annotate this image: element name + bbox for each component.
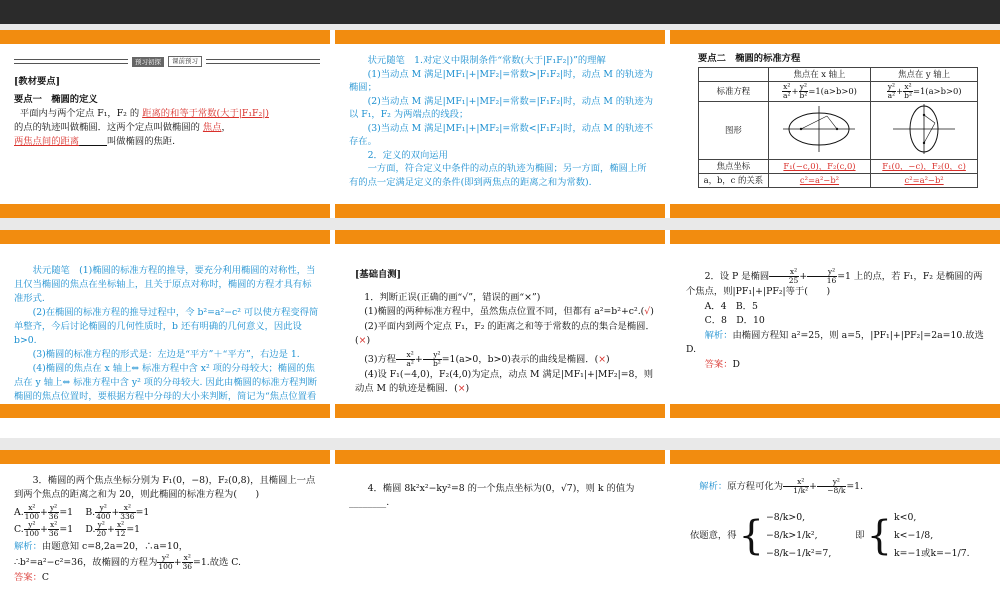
tip-text: (3)当动点 M 满足|MF₁|+|MF₂|=常数<|F₁F₂|时，动点 M 的轨迹不存在。	[349, 122, 653, 147]
table-header: 焦点在 x 轴上	[768, 68, 870, 82]
banner-tag: 预习初探	[132, 57, 164, 67]
text: =1.故选 C.	[193, 557, 241, 568]
cross-mark: ×	[457, 383, 466, 394]
slide-1[interactable]	[0, 30, 330, 218]
tip-text: (2)当动点 M 满足|MF₁|+|MF₂|=常数=|F₁F₂|时，动点 M 的轨迹为以 F₁，F₂ 为两端点的线段；	[349, 95, 653, 120]
item-2	[355, 320, 655, 349]
table-header: 焦点在 y 轴上	[871, 68, 978, 82]
options: A．4 B．5	[704, 300, 758, 312]
focus-coords-y: F₁(0，−c)，F₂(0，c)	[871, 160, 978, 174]
tip-text: 状元随笔 (1)椭圆的标准方程的推导，要充分利用椭圆的对称性，当且仅当椭圆的焦点在坐标轴上，且关于原点对称时，椭圆的方程才具有标准形式.	[14, 265, 316, 304]
condition: −8/k>0,	[765, 512, 806, 523]
point-title: 要点二 椭圆的标准方程	[698, 53, 801, 64]
answer-label: 答案：	[704, 358, 733, 370]
question-text: 1．判断正误(正确的画“√”，错误的画“×”)	[364, 291, 541, 303]
text: )	[606, 353, 610, 365]
text: 叫做椭圆的焦距.	[107, 136, 176, 147]
text: =1(a>0，b>0)表示的曲线是椭圆．(	[441, 353, 599, 365]
slide-2[interactable]	[335, 30, 665, 218]
tip-text: (4)椭圆的焦点在 x 轴上⇔ 标准方程中含 x² 项的分母较大；椭圆的焦点在 y 轴上⇔ 标准方程中含 y² 项的分母较大. 因此由椭圆的标准方程判断椭圆的焦点位置时，要根据方程中分母的大小来判断，简记为“焦点位置看	[14, 363, 318, 402]
answer-blank: 焦点	[202, 122, 222, 133]
ellipse-horizontal-icon	[779, 104, 859, 154]
slide-4[interactable]	[0, 230, 330, 418]
text: 依题意，得	[690, 530, 737, 541]
relation-y: c²=a²−b²	[871, 174, 978, 188]
option-label: B.	[85, 507, 96, 518]
equation-tail: =1(a>b>0)	[912, 86, 962, 96]
condition: −8/k>1/k²,	[765, 530, 818, 541]
slide-band-bottom	[335, 404, 665, 418]
check-mark: √	[644, 306, 651, 317]
table-row-label: 图形	[699, 102, 769, 160]
question-text: 3．椭圆的两个焦点坐标分别为 F₁(0，−8)，F₂(0,8)，且椭圆上一点到两个焦点的距离之和为 20，则此椭圆的标准方程为( )	[14, 475, 316, 500]
text: 平面内与两个定点 F₁，F₂ 的	[19, 108, 140, 119]
system-of-inequalities: 依题意，得 { −8/k>0, −8/k>1/k², −8/k−1/k²=7, 即 { k<0, k<−1/8, k=−1或k=−1/7.	[690, 509, 990, 563]
relation-x: c²=a²−b²	[768, 174, 870, 188]
slide-5[interactable]	[335, 230, 665, 418]
text: D	[732, 358, 740, 370]
text: (4)设 F₁(−4,0)，F₂(4,0)为定点，动点 M 满足|MF₁|+|MF₂|=8，则动点 M 的轨迹是椭圆．(	[355, 368, 654, 394]
table-row-label: a，b，c 的关系	[699, 174, 769, 188]
left-system	[766, 509, 831, 563]
condition: k<0,	[894, 512, 917, 523]
text: 由题意知 c=8,2a=20，∴a=10，	[41, 541, 189, 552]
ellipse-x-graph	[768, 102, 870, 160]
solution-label: 解析：	[14, 541, 42, 552]
text: (3)方程	[364, 353, 397, 365]
section-heading: [教材要点]	[14, 76, 60, 87]
gap	[0, 218, 1000, 230]
standard-equation-table	[698, 67, 978, 188]
equation-x: $\frac{\text{x²}}{\text{a²}}$ + $\frac{\text{y²}}{\text{b²}}$ =1(a>b>0)	[768, 82, 870, 102]
slide-band-bottom	[335, 204, 665, 218]
item-4	[355, 368, 655, 397]
table-row-label: 标准方程	[699, 82, 769, 102]
right-system	[894, 509, 970, 563]
slide-band-top	[670, 30, 1000, 44]
item-3: (3)方程 $\frac{\text{x²}}{\text{a²}}$ + $\frac{\text{y²}}{\text{b²}}$ =1(a>0，b>0)表示的曲线是椭圆．(×)	[364, 349, 610, 368]
slide-band-top	[0, 230, 330, 244]
text: (1)椭圆的两种标准方程中，虽然焦点位置不同，但都有 a²=b²+c².(	[364, 306, 645, 317]
table-row-label: 焦点坐标	[699, 160, 769, 174]
tip-text: 状元随笔 1.对定义中限制条件“常数(大于|F₁F₂|)”的理解	[367, 55, 606, 66]
slide-band-bottom	[0, 404, 330, 418]
tip-text: 一方面，符合定义中条件的动点的轨迹为椭圆；另一方面，椭圆上所有的点一定满足定义的条件(即到两焦点的距离之和为常数).	[349, 163, 647, 188]
slide-7[interactable]	[0, 450, 330, 600]
text: =1 上的点，若 F₁，F₂ 是椭圆的两个焦点，则|PF₁|+|PF₂|等于( )	[686, 271, 983, 297]
ellipse-y-graph	[871, 102, 978, 160]
answer-blank: 两焦点间的距离	[14, 136, 80, 147]
text: )	[366, 335, 371, 346]
slide-band-top	[670, 450, 1000, 464]
text: 即	[855, 530, 865, 541]
answer	[686, 358, 990, 373]
slide-band-top	[335, 230, 665, 244]
slide-8[interactable]	[335, 450, 665, 600]
option-label: A.	[14, 507, 24, 518]
options-ab: A. $\frac{\text{x²}}{100}$ + $\frac{\text{y²}}{36}$ =1 B. $\frac{\text{y²}}{400}$ + $\frac{\text{x²}}{336}$ =1	[14, 503, 150, 521]
options: C．8 D．10	[704, 315, 765, 326]
condition: k<−1/8,	[894, 530, 934, 541]
tip-text: (1)当动点 M 满足|MF₁|+|MF₂|=常数>|F₁F₂|时，动点 M 的轨迹为椭圆；	[349, 68, 653, 93]
definition-text: 平面内与两个定点 F₁，F₂ 的 距离的和等于常数(大于|F₁F₂|) 的点的轨迹叫做椭圆．这两个定点叫做椭圆的 焦点， 两焦点间的距离 叫做椭圆的焦距.	[14, 108, 269, 147]
text: =1.	[846, 481, 864, 492]
answer-label: 答案：	[14, 572, 42, 583]
text: C	[41, 572, 50, 583]
equation-tail: =1(a>b>0)	[808, 86, 857, 96]
text: 的点的轨迹叫做椭圆．这两个定点叫做椭圆的	[14, 122, 200, 133]
top-toolbar	[0, 0, 1000, 24]
slide-band-bottom	[670, 204, 1000, 218]
focus-coords-x: F₁(−c,0)，F₂(c,0)	[768, 160, 870, 174]
slide-3[interactable]	[670, 30, 1000, 218]
slide-band-top	[670, 230, 1000, 244]
slide-band-top	[0, 30, 330, 44]
condition: k=−1或k=−1/7.	[894, 548, 970, 559]
answer	[14, 571, 320, 585]
answer-blank: 距离的和等于常数(大于|F₁F₂|)	[142, 108, 269, 119]
slide-band-bottom	[0, 204, 330, 218]
slide-band-top	[335, 30, 665, 44]
cross-mark: ×	[598, 353, 607, 365]
solution: 解析：原方程可化为 $\frac{\text{x²}}{\text{1/k²}}$ + $\frac{\text{y²}}{-8/k}$ =1.	[699, 477, 864, 495]
cross-mark: ×	[358, 335, 367, 346]
solution-label: 解析：	[704, 329, 733, 341]
slide-6[interactable]	[670, 230, 1000, 418]
gap	[0, 438, 1000, 450]
ellipse-vertical-icon	[889, 103, 959, 155]
slide-band-top	[335, 450, 665, 464]
slide-9[interactable]	[670, 450, 1000, 600]
option-label: D.	[85, 524, 96, 535]
section-heading: [基础自测]	[355, 269, 401, 280]
section-banner	[14, 56, 320, 67]
option-label: C.	[14, 524, 24, 535]
tip-text: (3)椭圆的标准方程的形式是：左边是“平方”＋“平方”，右边是 1.	[32, 349, 300, 360]
solution-label: 解析：	[699, 481, 728, 492]
banner-tag: 课前预习	[168, 56, 202, 67]
solution	[14, 540, 320, 554]
equation-y: $\frac{\text{y²}}{\text{a²}}$ + $\frac{\text{x²}}{\text{b²}}$ =1(a>b>0)	[871, 82, 978, 102]
text: 原方程可化为	[727, 481, 783, 492]
item-1	[355, 305, 655, 320]
tip-text: 2．定义的双向运用	[367, 149, 448, 161]
text: 由椭圆方程知 a²=25，则 a=5，|PF₁|+|PF₂|=2a=10.故选 D.	[686, 329, 984, 355]
question-text: 4．椭圆 8k²x²−ky²=8 的一个焦点坐标为(0，√7)，则 k 的值为________.	[349, 483, 635, 508]
slide-band-bottom	[670, 404, 1000, 418]
slide-band-top	[0, 450, 330, 464]
text: ∴b²=a²−c²=36，故椭圆的方程为	[14, 557, 158, 568]
text: )	[465, 383, 470, 394]
solution-2: ∴b²=a²−c²=36，故椭圆的方程为 $\frac{\text{y²}}{100}$ + $\frac{\text{x²}}{36}$ =1.故选 C.	[14, 553, 241, 571]
options-cd: C. $\frac{\text{y²}}{100}$ + $\frac{\text{x²}}{36}$ =1 D. $\frac{\text{y²}}{20}$ + $\frac{\text{x²}}{12}$ =1	[14, 520, 141, 538]
point-title: 要点一 椭圆的定义	[14, 94, 98, 105]
text: )	[650, 306, 654, 317]
text: 2．设 P 是椭圆	[704, 271, 770, 282]
solution	[686, 329, 990, 358]
condition: −8/k−1/k²=7,	[765, 548, 832, 559]
tip-text: (2)在椭圆的标准方程的推导过程中，令 b²=a²−c² 可以使方程变得简单整齐，今后讨论椭圆的几何性质时，b 还有明确的几何意义，因此设 b>0.	[14, 307, 319, 346]
text: (2)平面内到两个定点 F₁，F₂ 的距离之和等于常数的点的集合是椭圆．(	[355, 320, 655, 346]
question-text: 2．设 P 是椭圆 $\frac{\text{x²}}{25}$ + $\frac{\text{y²}}{16}$ =1 上的点，若 F₁，F₂ 是椭圆的两个焦点，则|PF₁|+|PF₂|等于( )	[686, 267, 983, 297]
